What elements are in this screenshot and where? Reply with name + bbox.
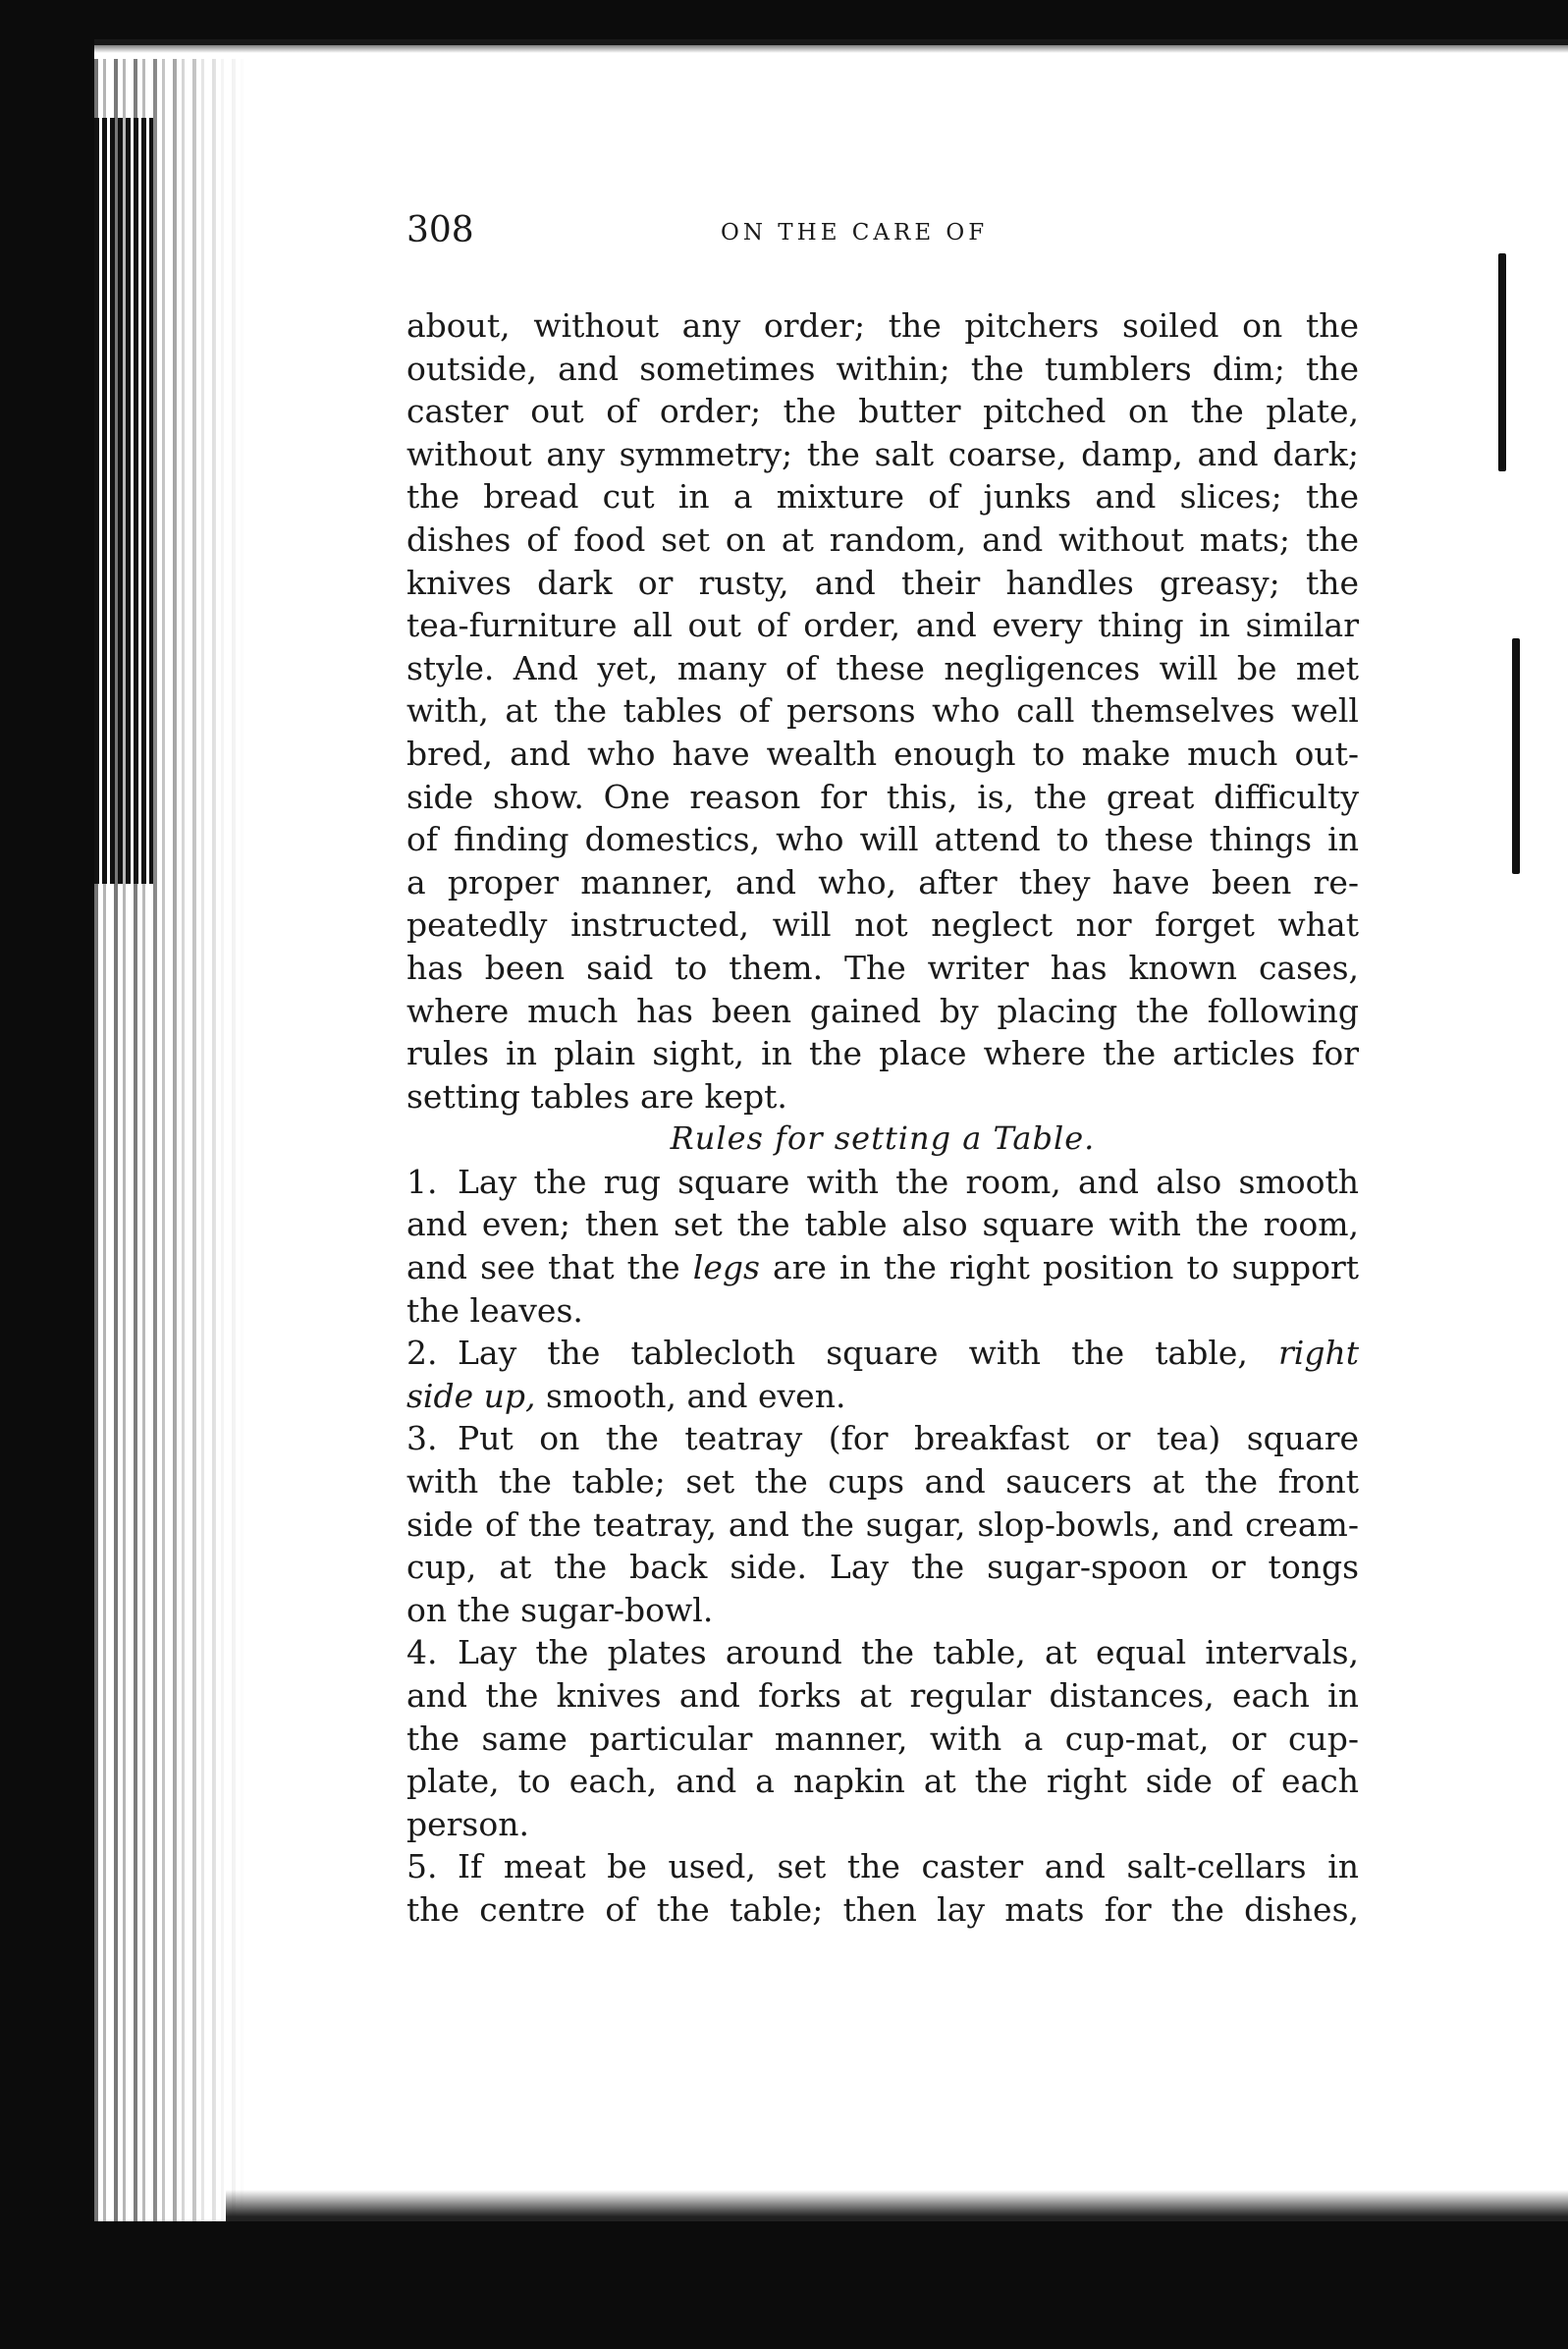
text-line: bred, and who have wealth enough to make much out- — [406, 734, 1359, 773]
scan-border-left — [0, 0, 94, 2349]
scan-border-top — [0, 0, 1568, 45]
text-line: rules in plain sight, in the place where the articles for — [406, 1034, 1359, 1073]
rule-2-line: 2. Lay the tablecloth square with the table, right — [406, 1332, 1359, 1375]
text-line: a proper manner, and who, after they have been re- — [406, 862, 1359, 901]
text-line: caster out of order; the butter pitched on the plate, — [406, 392, 1359, 431]
text-line: outside, and sometimes within; the tumblers dim; the — [406, 349, 1359, 388]
page-header — [406, 210, 1359, 257]
text-line: with, at the tables of persons who call themselves well — [406, 691, 1359, 731]
rule-number: 5. — [406, 1847, 438, 1886]
rule-4-line: 4. Lay the plates around the table, at equal intervals, — [406, 1631, 1359, 1674]
rule-3-line: 3. Put on the teatray (for breakfast or tea) square — [406, 1417, 1359, 1460]
text-line: of finding domestics, who will attend to these things in — [406, 820, 1359, 859]
rule-3-line: side of the teatray, and the sugar, slop-bowls, and cream- — [406, 1504, 1359, 1544]
scan-border-bottom — [0, 2221, 1568, 2349]
rule-number: 4. — [406, 1633, 438, 1672]
rule-5-line: 5. If meat be used, set the caster and salt-cellars in — [406, 1845, 1359, 1888]
scan-mark-right — [1512, 638, 1520, 874]
text-line: tea-furniture all out of order, and every thing in similar — [406, 606, 1359, 645]
rule-3-line: cup, at the back side. Lay the sugar-spoon or tongs — [406, 1548, 1359, 1587]
rule-4-line: the same particular manner, with a cup-mat, or cup- — [406, 1719, 1359, 1758]
rule-4-line: person. — [406, 1804, 529, 1843]
rule-3-line: on the sugar-bowl. — [406, 1590, 714, 1629]
text-line: knives dark or rusty, and their handles greasy; the — [406, 563, 1359, 602]
text-line: where much has been gained by placing the following — [406, 991, 1359, 1030]
page-body — [406, 304, 1359, 1932]
text-line: dishes of food set on at random, and without mats; the — [406, 519, 1359, 559]
page-number: 308 — [406, 210, 474, 250]
rule-number: 3. — [406, 1419, 438, 1458]
text-line: side show. One reason for this, is, the great difficulty — [406, 777, 1359, 816]
text-line: setting tables are kept. — [406, 1076, 787, 1116]
text-line: about, without any order; the pitchers soiled on the — [406, 306, 1359, 345]
rule-4-line: plate, to each, and a napkin at the right side of each — [406, 1762, 1359, 1801]
rule-1-line: and even; then set the table also square with the room, — [406, 1205, 1359, 1244]
section-title: Rules for setting a Table. — [670, 1120, 1096, 1158]
book-spine-dark — [94, 118, 153, 884]
rule-4-line: and the knives and forks at regular distances, each in — [406, 1676, 1359, 1715]
rule-number: 1. — [406, 1162, 438, 1201]
rule-number: 2. — [406, 1334, 438, 1373]
rule-5-line: the centre of the table; then lay mats for the dishes, — [406, 1889, 1359, 1929]
text-line: has been said to them. The writer has known cases, — [406, 948, 1359, 987]
rule-1-line: and see that the legs are in the right position to support — [406, 1248, 1359, 1287]
text-line: the bread cut in a mixture of junks and slices; the — [406, 477, 1359, 517]
running-head: ON THE CARE OF — [721, 220, 989, 246]
scan-mark-right — [1498, 253, 1506, 471]
rule-2-line: side up, smooth, and even. — [406, 1376, 846, 1415]
rule-1-line: 1. Lay the rug square with the room, and also smooth — [406, 1161, 1359, 1204]
text-line: peatedly instructed, will not neglect nor forget what — [406, 905, 1359, 945]
page-bottom-shadow — [226, 2190, 1568, 2223]
text-line: without any symmetry; the salt coarse, damp, and dark; — [406, 434, 1359, 473]
rule-1-line: the leaves. — [406, 1290, 583, 1330]
text-line: style. And yet, many of these negligences will be met — [406, 648, 1359, 687]
book-page — [406, 210, 1359, 1932]
rule-3-line: with the table; set the cups and saucers at the front — [406, 1462, 1359, 1502]
